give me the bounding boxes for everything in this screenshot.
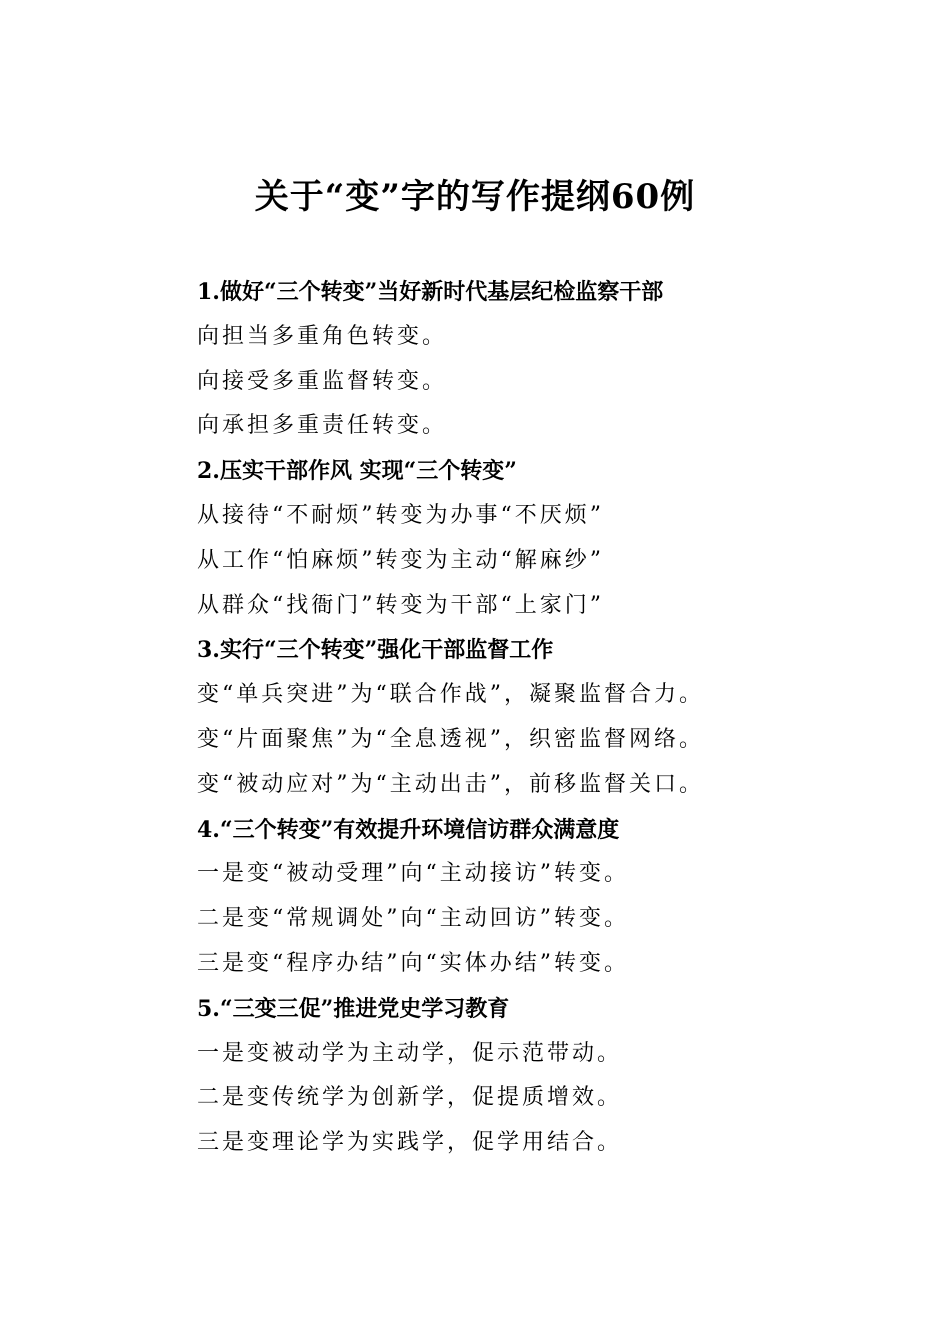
section-line: 向接受多重监督转变。: [197, 368, 448, 394]
section-line: 二是变“常规调处”向“主动回访”转变。: [197, 906, 629, 932]
section: [197, 270, 817, 449]
document-body: [197, 270, 817, 1166]
section-heading: 2.压实干部作风 实现“三个转变”: [197, 458, 517, 485]
section-line: 从接待“不耐烦”转变为办事“不厌烦”: [197, 502, 604, 528]
section-line: 一是变被动学为主动学，促示范带动。: [197, 1040, 623, 1066]
section-heading: 1.做好“三个转变”当好新时代基层纪检监察干部: [197, 279, 664, 305]
section: [197, 808, 817, 987]
section-heading: 5.“三变三促”推进党史学习教育: [197, 995, 510, 1022]
section-line: 变“被动应对”为“主动出击”，前移监督关口。: [197, 771, 704, 797]
section: [197, 987, 817, 1166]
section-line: 三是变“程序办结”向“实体办结”转变。: [197, 950, 629, 976]
section-line: 向担当多重角色转变。: [197, 323, 448, 349]
section-heading: 4.“三个转变”有效提升环境信访群众满意度: [197, 816, 620, 843]
section-line: 向承担多重责任转变。: [197, 413, 448, 439]
section-line: 三是变理论学为实践学，促学用结合。: [197, 1130, 623, 1156]
section: [197, 449, 817, 628]
section: [197, 628, 817, 807]
section-line: 从工作“怕麻烦”转变为主动“解麻纱”: [197, 547, 604, 573]
document-title: 关于“变”字的写作提纲60例: [254, 177, 696, 217]
section-line: 变“片面聚焦”为“全息透视”，织密监督网络。: [197, 726, 704, 752]
section-line: 从群众“找衙门”转变为干部“上家门”: [197, 592, 604, 618]
section-line: 二是变传统学为创新学，促提质增效。: [197, 1085, 623, 1111]
section-line: 变“单兵突进”为“联合作战”，凝聚监督合力。: [197, 682, 704, 708]
section-line: 一是变“被动受理”向“主动接访”转变。: [197, 861, 629, 887]
section-heading: 3.实行“三个转变”强化干部监督工作: [197, 637, 554, 664]
